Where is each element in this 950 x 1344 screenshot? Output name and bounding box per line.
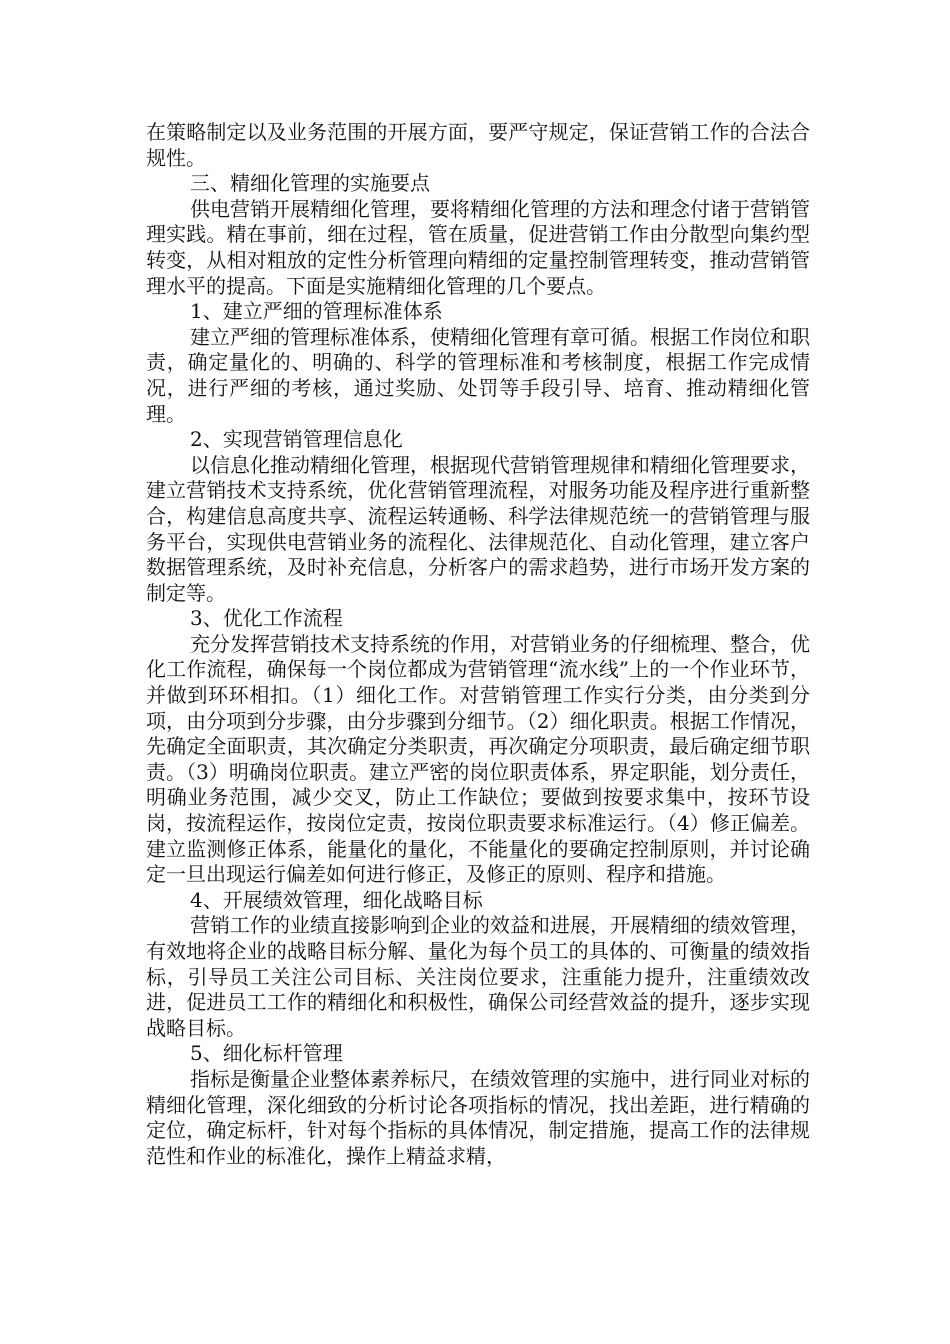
paragraph-intro: 供电营销开展精细化管理，要将精细化管理的方法和理念付诸于营销管理实践。精在事前，细在过程，管在质量，促进营销工作由分散型向集约型转变，从相对粗放的定性分析管理向精细的定量控制管理转变，推动营销管理水平的提高。下面是实施精细化管理的几个要点。 xyxy=(146,196,810,298)
subheading-3: 3、优化工作流程 xyxy=(190,606,343,631)
subheading-1: 1、建立严细的管理标准体系 xyxy=(190,299,443,324)
paragraph-5: 指标是衡量企业整体素养标尺，在绩效管理的实施中，进行同业对标的精细化管理，深化细致的分析讨论各项指标的情况，找出差距，进行精确的定位，确定标杆，针对每个指标的具体情况，制定措施，提高工作的法律规范性和作业的标准化，操作上精益求精， xyxy=(146,1066,810,1168)
subheading-2: 2、实现营销管理信息化 xyxy=(190,427,403,452)
paragraph-3: 充分发挥营销技术支持系统的作用，对营销业务的仔细梳理、整合，优化工作流程，确保每一个岗位都成为营销管理“流水线”上的一个作业环节，并做到环环相扣。（1）细化工作。对营销管理工作实行分类，由分类到分项，由分项到分步骤，由分步骤到分细节。（2）细化职责。根据工作情况，先确定全面职责，其次确定分类职责，再次确定分项职责，最后确定细节职责。（3）明确岗位职责。建立严密的岗位职责体系，界定职能，划分责任，明确业务范围，减少交叉，防止工作缺位；要做到按要求集中，按环节设岗，按流程运作，按岗位定责，按岗位职责要求标准运行。（4）修正偏差。建立监测修正体系，能量化的量化，不能量化的要确定控制原则，并讨论确定一旦出现运行偏差如何进行修正，及修正的原则、程序和措施。 xyxy=(146,631,810,887)
document-page xyxy=(146,120,810,1169)
paragraph-continuation: 在策略制定以及业务范围的开展方面，要严守规定，保证营销工作的合法合规性。 xyxy=(146,120,810,170)
paragraph-2: 以信息化推动精细化管理，根据现代营销管理规律和精细化管理要求，建立营销技术支持系统，优化营销管理流程，对服务功能及程序进行重新整合，构建信息高度共享、流程运转通畅、科学法律规范统一的营销管理与服务平台，实现供电营销业务的流程化、法律规范化、自动化管理，建立客户数据管理系统，及时补充信息，分析客户的需求趋势，进行市场开发方案的制定等。 xyxy=(146,452,810,605)
subheading-5: 5、细化标杆管理 xyxy=(190,1041,343,1066)
paragraph-4: 营销工作的业绩直接影响到企业的效益和进展，开展精细的绩效管理，有效地将企业的战略目标分解、量化为每个员工的具体的、可衡量的绩效指标，引导员工关注公司目标、关注岗位要求，注重能力提升，注重绩效改进，促进员工工作的精细化和积极性，确保公司经营效益的提升，逐步实现战略目标。 xyxy=(146,913,810,1040)
subheading-4: 4、开展绩效管理，细化战略目标 xyxy=(190,887,483,912)
section-heading-implementation-points: 三、精细化管理的实施要点 xyxy=(190,171,430,196)
paragraph-1: 建立严细的管理标准体系，使精细化管理有章可循。根据工作岗位和职责，确定量化的、明确的、科学的管理标准和考核制度，根据工作完成情况，进行严细的考核，通过奖励、处罚等手段引导、培育、推动精细化管理。 xyxy=(146,324,810,426)
